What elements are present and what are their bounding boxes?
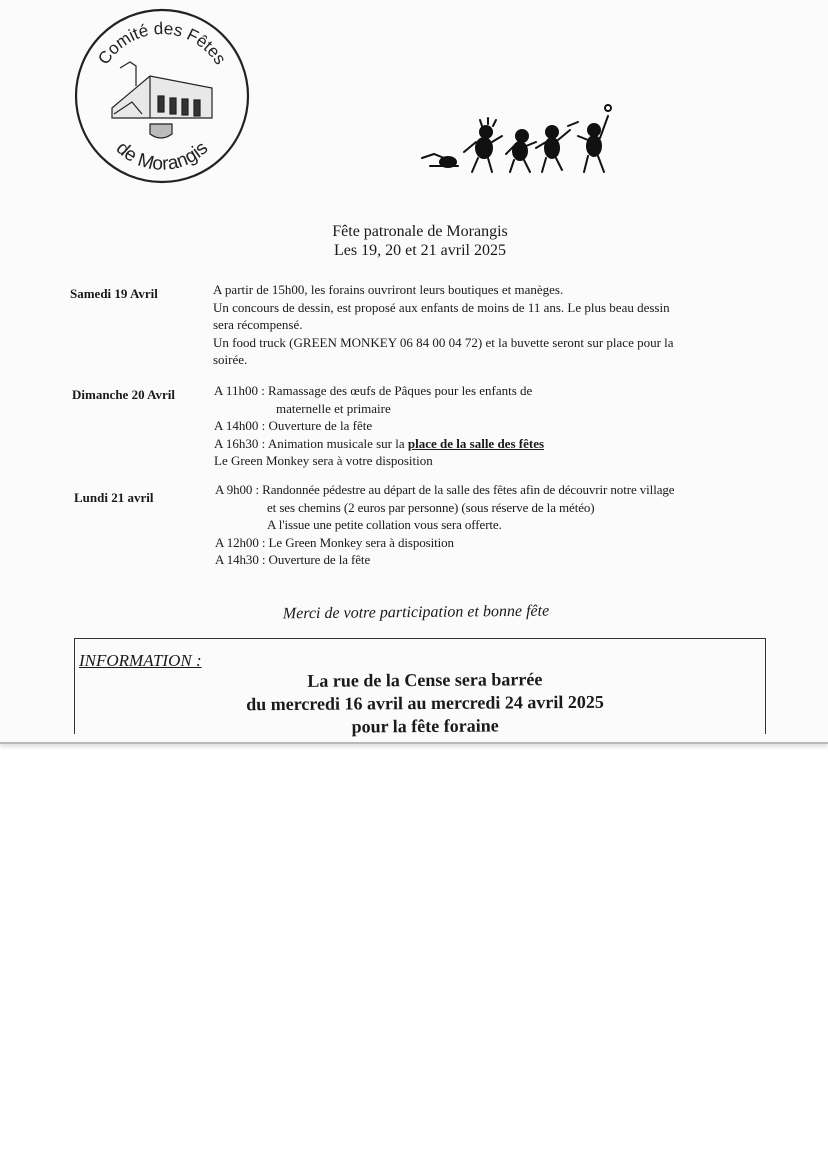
dancing-figures-icon [418, 96, 618, 180]
svg-text:de Morangis [112, 138, 212, 175]
schedule-line: soirée. [213, 352, 248, 367]
day-label-monday: Lundi 21 avril [74, 490, 154, 505]
schedule-line: et ses chemins (2 euros par personne) (sous réserve de la météo) [267, 499, 595, 515]
day-label-sunday: Dimanche 20 Avril [72, 387, 176, 402]
event-title [180, 222, 660, 260]
information-line: La rue de la Cense sera barrée [307, 669, 543, 691]
saturday-schedule [213, 281, 674, 369]
information-box [74, 638, 766, 737]
schedule-line: A 14h30 : Ouverture de la fête [215, 552, 371, 567]
salle-des-fetes-place: place de la salle des fêtes [407, 435, 545, 451]
schedule-line: A 14h00 : Ouverture de la fête [214, 418, 373, 433]
information-label: INFORMATION : [79, 651, 202, 670]
town-hall-building-icon [112, 62, 212, 138]
logo-top-text: Comité des Fêtes [94, 18, 230, 68]
logo-bottom-text: de Morangis [111, 137, 213, 175]
event-title-line1: Fête patronale de Morangis [332, 223, 508, 240]
schedule-line: Le Green Monkey sera à votre disposition [214, 453, 433, 468]
schedule-line: Un concours de dessin, est proposé aux enfants de moins de 11 ans. Le plus beau dessin [213, 299, 670, 315]
monday-schedule [215, 481, 674, 569]
schedule-line [214, 435, 544, 453]
schedule-line: sera récompensé. [213, 317, 303, 332]
sunday-schedule [214, 382, 544, 470]
schedule-line: A 11h00 : Ramassage des œufs de Pâques pour les enfants de [214, 383, 533, 398]
information-text [145, 667, 705, 740]
svg-text:Comité des Fêtes [94, 19, 230, 68]
event-dates: Les 19, 20 et 21 avril 2025 [334, 242, 506, 259]
schedule-line: Un food truck (GREEN MONKEY 06 84 00 04 72) et la buvette seront sur place pour la [213, 334, 674, 350]
schedule-line: A partir de 15h00, les forains ouvriront leurs boutiques et manèges. [213, 282, 564, 297]
schedule-text: A 16h30 : Animation musicale sur la [214, 435, 408, 451]
information-line: pour la fête foraine [351, 715, 499, 737]
information-line: du mercredi 16 avril au mercredi 24 avril 2025 [246, 691, 604, 715]
schedule-line: A 12h00 : Le Green Monkey sera à disposition [215, 534, 454, 550]
schedule-line: maternelle et primaire [276, 400, 391, 416]
schedule-line: A l'issue une petite collation vous sera offerte. [267, 517, 502, 532]
closing-message: Merci de votre participation et bonne fête [282, 602, 550, 623]
day-label-saturday: Samedi 19 Avril [70, 286, 158, 301]
comite-des-fetes-logo [72, 6, 252, 186]
schedule-line: A 9h00 : Randonnée pédestre au départ de la salle des fêtes afin de découvrir notre village [215, 482, 675, 497]
